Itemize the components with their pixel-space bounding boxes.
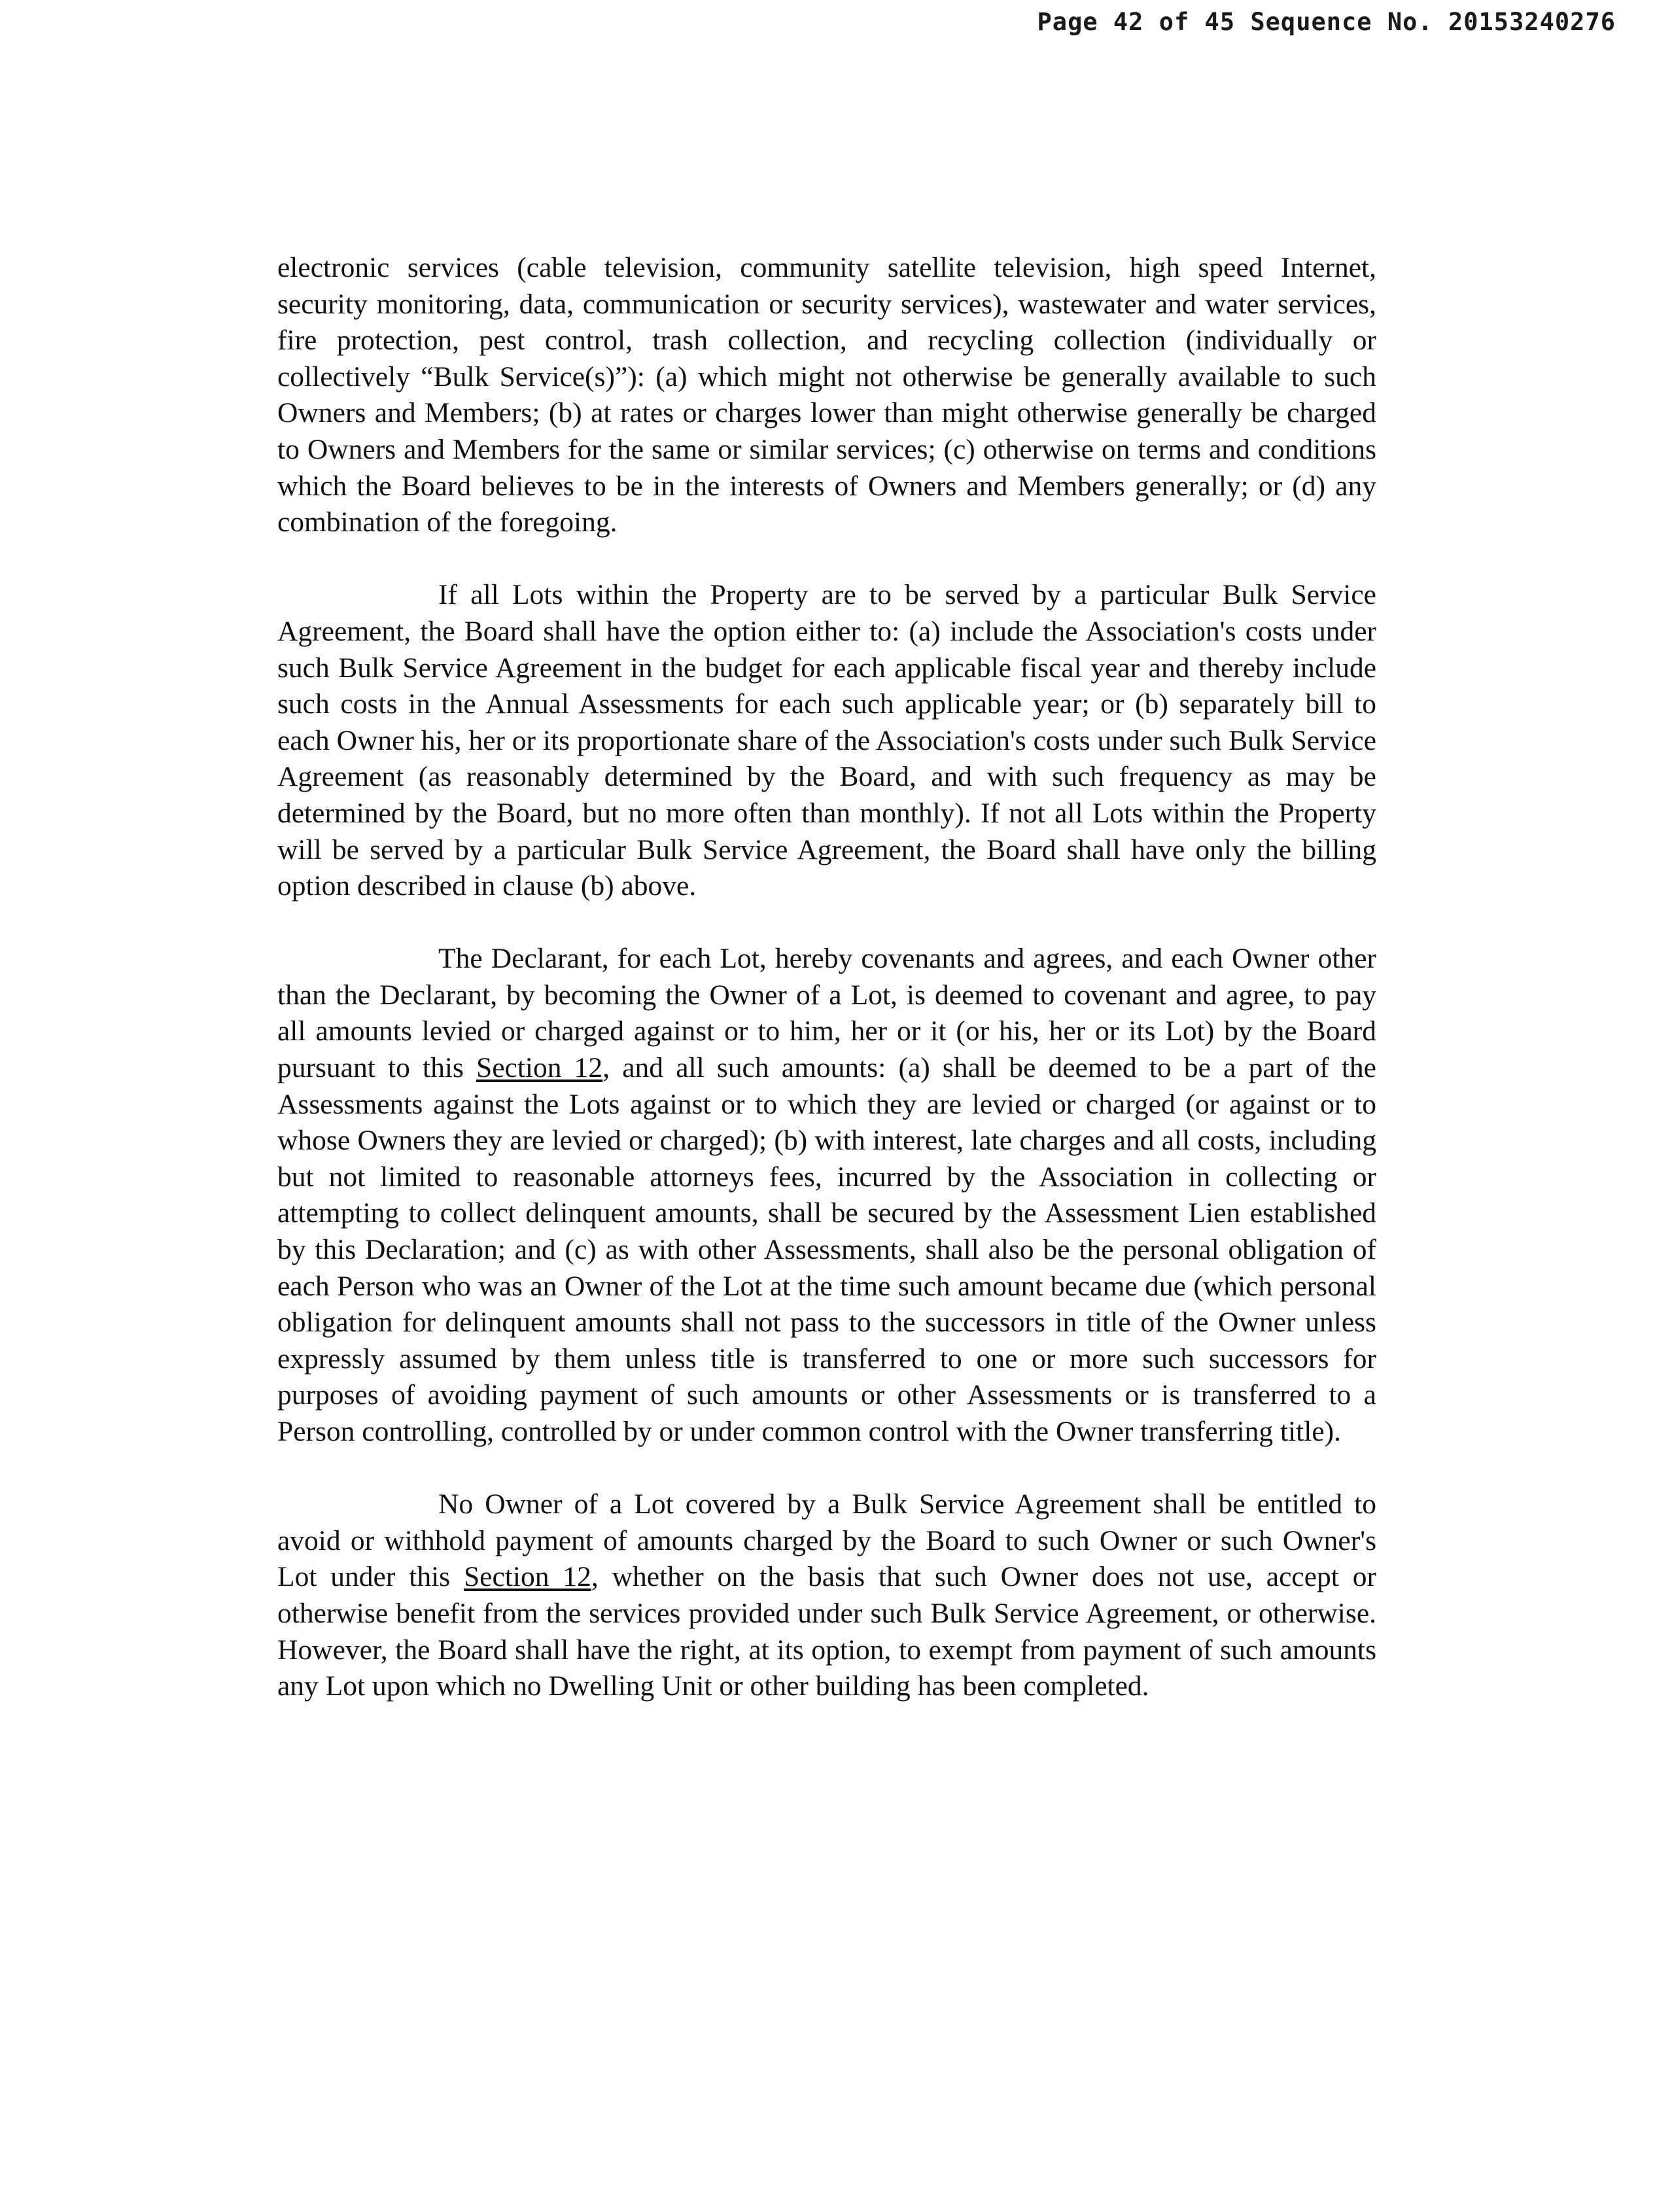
paragraph-no-withholding bbox=[277, 1486, 1376, 1705]
paragraph-text-before: The Declarant, for each Lot, hereby covenants and agrees, and each Owner other than the Declarant, by becoming the Owner of a Lot, is deemed to covenant and agree, to pay all amounts levied or charged against or to him, her or it (or his, her or its Lot) by the Board pursuant to this bbox=[277, 943, 1376, 1084]
paragraph-bulk-services bbox=[277, 250, 1376, 541]
document-body bbox=[277, 250, 1376, 1741]
page-sequence-header: Page 42 of 45 Sequence No. 20153240276 bbox=[1037, 8, 1616, 36]
paragraph-text-after: , whether on the basis that such Owner does not use, accept or otherwise benefit from the services provided under such Bulk Service Agreement, or otherwise. However, the Board shall have the right, at its option, to exempt from payment of such amounts any Lot upon which no Dwelling Unit or other building has been completed. bbox=[277, 1561, 1376, 1702]
section-reference: Section 12 bbox=[463, 1561, 591, 1593]
paragraph-text-after: , and all such amounts: (a) shall be deemed to be a part of the Assessments against the Lots against or to which they are levied or charged (or against or to whose Owners they are levied or charged); (b) with interest, late charges and all costs, including but not limited to reasonable attorneys fees, incurred by the Association in collecting or attempting to collect delinquent amounts, shall be secured by the Assessment Lien established by this Declaration; and (c) as with other Assessments, shall also be the personal obligation of each Person who was an Owner of the Lot at the time such amount became due (which personal obligation for delinquent amounts shall not pass to the successors in title of the Owner unless expressly assumed by them unless title is transferred to one or more such successors for purposes of avoiding payment of such amounts or other Assessments or is transferred to a Person controlling, controlled by or under common control with the Owner transferring title). bbox=[277, 1052, 1376, 1447]
paragraph-text: electronic services (cable television, community satellite television, high speed Internet, security monitoring, data, communication or security services), wastewater and water services, fire protection, pest control, trash collection, and recycling collection (individually or collectively “Bulk Service(s)”): (a) which might not otherwise be generally available to such Owners and Members; (b) at rates or charges lower than might otherwise generally be charged to Owners and Members for the same or similar services; (c) otherwise on terms and conditions which the Board believes to be in the interests of Owners and Members generally; or (d) any combination of the foregoing. bbox=[277, 252, 1376, 538]
section-reference: Section 12 bbox=[476, 1052, 603, 1084]
paragraph-billing-options bbox=[277, 577, 1376, 904]
paragraph-covenant bbox=[277, 941, 1376, 1450]
paragraph-text: If all Lots within the Property are to be served by a particular Bulk Service Agreement, the Board shall have the option either to: (a) include the Association's costs under such Bulk Service Agreement in the budget for each applicable fiscal year and thereby include such costs in the Annual Assessments for each such applicable year; or (b) separately bill to each Owner his, her or its proportionate share of the Association's costs under such Bulk Service Agreement (as reasonably determined by the Board, and with such frequency as may be determined by the Board, but no more often than monthly). If not all Lots within the Property will be served by a particular Bulk Service Agreement, the Board shall have only the billing option described in clause (b) above. bbox=[277, 579, 1376, 902]
paragraph-text-before: No Owner of a Lot covered by a Bulk Service Agreement shall be entitled to avoid or withhold payment of amounts charged by the Board to such Owner or such Owner's Lot under this bbox=[277, 1488, 1376, 1593]
